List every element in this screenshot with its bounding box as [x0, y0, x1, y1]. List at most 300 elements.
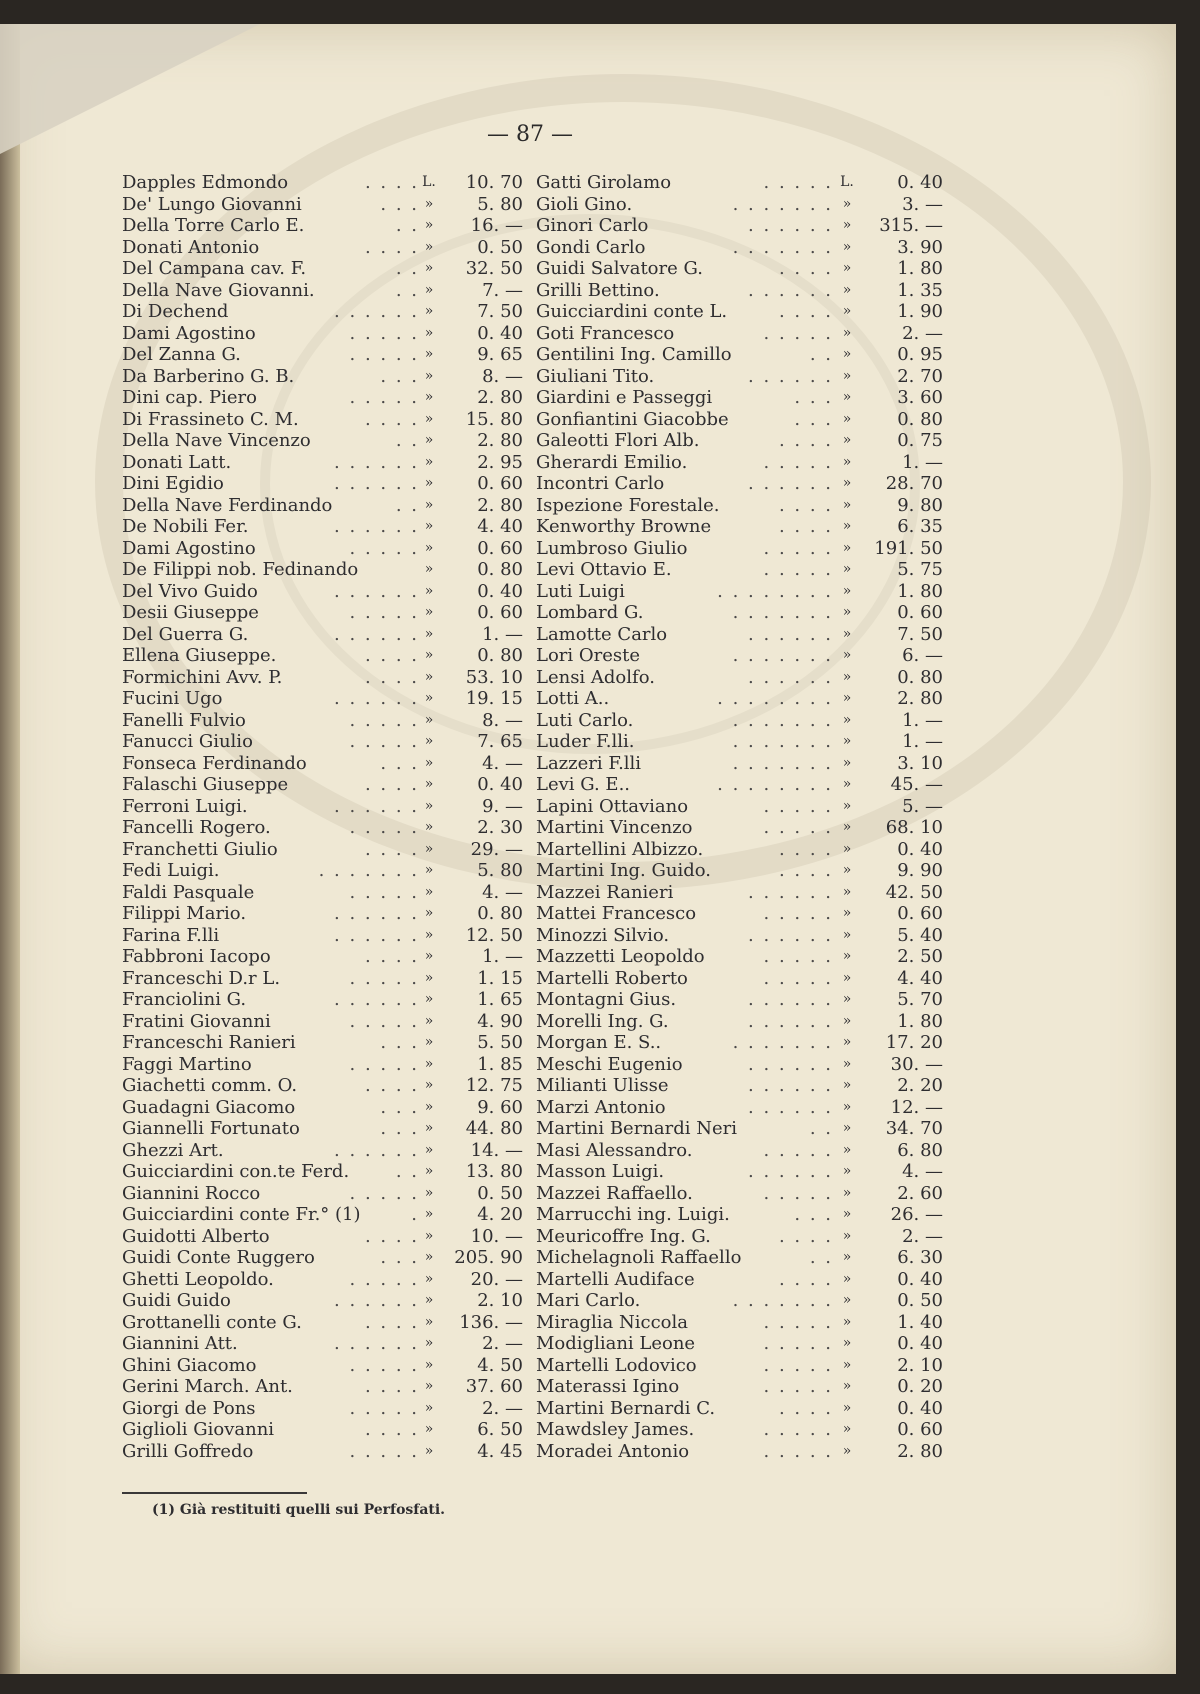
donor-name: Martini Bernardi Neri	[536, 1118, 738, 1139]
amount: 0. 50	[897, 1290, 943, 1311]
amount: 34. 70	[885, 1118, 943, 1139]
list-row	[122, 1032, 537, 1054]
leader-dots: . . . . .	[763, 1311, 833, 1333]
list-row	[536, 495, 951, 517]
list-row	[122, 989, 537, 1011]
currency-mark: »	[424, 1055, 434, 1072]
leader-dots: . . . . .	[763, 172, 833, 193]
amount: 2. 10	[477, 1290, 523, 1311]
leader-dots: . .	[395, 215, 419, 236]
amount: 4. 40	[477, 516, 523, 537]
leader-dots: . . . . .	[763, 451, 833, 473]
currency-mark: »	[424, 604, 434, 620]
donor-name: Franceschi D.r L.	[122, 967, 281, 989]
currency-mark: »	[424, 453, 434, 470]
donor-name: Di Dechend	[122, 301, 229, 322]
amount: 4. 45	[477, 1440, 523, 1462]
list-row	[536, 989, 951, 1011]
currency-mark: »	[842, 1077, 852, 1093]
list-row	[536, 602, 951, 624]
list-row	[122, 1161, 537, 1183]
donor-name: Desii Giuseppe	[122, 602, 259, 623]
donor-name: Montagni Gius.	[536, 989, 677, 1010]
donor-name: Moradei Antonio	[536, 1440, 690, 1462]
donor-name: Dapples Edmondo	[122, 172, 289, 193]
amount: 0. 60	[477, 537, 523, 559]
currency-mark: »	[424, 1206, 434, 1222]
donor-name: Ghetti Leopoldo.	[122, 1268, 274, 1290]
donor-name: Meschi Eugenio	[536, 1053, 683, 1075]
list-row	[536, 473, 951, 495]
amount: 1. 65	[477, 989, 523, 1010]
list-row	[122, 344, 537, 366]
donor-name: Gonfiantini Giacobbe	[536, 408, 729, 430]
currency-mark: »	[842, 238, 852, 255]
currency-mark: »	[842, 1141, 852, 1158]
amount: 1. —	[902, 731, 943, 752]
leader-dots: . . . .	[778, 430, 833, 451]
amount: 1. 15	[477, 967, 523, 989]
list-row	[536, 968, 951, 990]
leader-dots: . . . . . .	[334, 1333, 419, 1354]
amount: 0. 40	[477, 322, 523, 344]
binding-edge	[0, 24, 20, 1674]
list-row	[536, 387, 951, 409]
amount: 0. 60	[897, 903, 943, 924]
donor-name: Lazzeri F.lli	[536, 752, 642, 774]
list-row	[122, 1140, 537, 1162]
leader-dots: . . . . .	[349, 1053, 419, 1075]
amount: 5. —	[902, 795, 943, 817]
list-row	[536, 301, 951, 323]
donor-name: Gentilini Ing. Camillo	[536, 344, 732, 365]
currency-mark: »	[842, 926, 852, 943]
list-row	[122, 452, 537, 474]
donor-name: Ginori Carlo	[536, 215, 649, 236]
donor-name: Miraglia Niccola	[536, 1311, 689, 1333]
donor-name: Giardini e Passeggi	[536, 387, 713, 408]
list-row	[536, 258, 951, 280]
currency-mark: »	[424, 1163, 434, 1179]
currency-mark: »	[424, 969, 434, 986]
amount: 28. 70	[885, 473, 943, 494]
currency-mark: »	[424, 1249, 434, 1265]
amount: 0. 40	[897, 1397, 943, 1419]
amount: 7. 50	[897, 623, 943, 645]
leader-dots: . . .	[380, 1118, 419, 1139]
leader-dots: . . . . . .	[748, 215, 833, 236]
currency-mark: »	[842, 1184, 852, 1201]
list-row	[122, 1204, 537, 1226]
amount: 20. —	[470, 1268, 523, 1290]
list-row	[536, 344, 951, 366]
list-row	[536, 1054, 951, 1076]
currency-mark: »	[424, 367, 434, 384]
leader-dots: . . . . . .	[748, 1161, 833, 1182]
leader-dots: . . . . .	[349, 709, 419, 731]
leader-dots: . . . .	[778, 1268, 833, 1290]
currency-mark: »	[424, 539, 434, 556]
donor-name: Kenworthy Browne	[536, 516, 712, 537]
donor-name: Goti Francesco	[536, 322, 675, 344]
amount: 6. 35	[897, 516, 943, 537]
amount: 1. —	[482, 623, 523, 645]
currency-mark: »	[842, 1335, 852, 1351]
currency-mark: »	[842, 195, 852, 212]
currency-mark: »	[842, 1356, 852, 1373]
leader-dots: . . . . . .	[334, 1139, 419, 1161]
donor-name: Levi Ottavio E.	[536, 559, 672, 580]
leader-dots: . . .	[380, 1032, 419, 1053]
amount: 3. —	[902, 193, 943, 215]
currency-mark: »	[842, 1313, 852, 1330]
list-row	[122, 1441, 537, 1463]
donor-name: Grottanelli conte G.	[122, 1311, 302, 1333]
amount: 1. —	[482, 946, 523, 967]
amount: 1. 80	[897, 1010, 943, 1032]
leader-dots: . . . . .	[349, 1397, 419, 1419]
currency-mark: »	[842, 1442, 852, 1459]
donor-name: Marrucchi ing. Luigi.	[536, 1204, 730, 1225]
amount: 2. —	[482, 1333, 523, 1354]
list-row	[536, 1118, 951, 1140]
currency-mark: »	[424, 711, 434, 728]
amount: 0. 50	[477, 236, 523, 258]
list-row	[536, 624, 951, 646]
donor-name: Gondi Carlo	[536, 236, 646, 258]
currency-mark: »	[424, 883, 434, 900]
donor-name: Da Barberino G. B.	[122, 365, 295, 387]
amount: 0. 40	[477, 774, 523, 795]
list-row	[536, 366, 951, 388]
amount: 17. 20	[885, 1032, 943, 1053]
donor-name: Falaschi Giuseppe	[122, 774, 289, 795]
amount: 12. 75	[465, 1075, 523, 1096]
amount: 12. 50	[465, 924, 523, 946]
donor-name: Dini cap. Piero	[122, 387, 257, 408]
amount: 10. —	[470, 1225, 523, 1247]
currency-mark: »	[842, 647, 852, 663]
currency-mark: »	[842, 991, 852, 1007]
currency-mark: »	[842, 733, 852, 749]
amount: 29. —	[470, 838, 523, 860]
leader-dots: . . . . . .	[334, 473, 419, 494]
donor-name: Franchetti Giulio	[122, 838, 278, 860]
list-row	[536, 172, 951, 194]
list-row	[536, 1032, 951, 1054]
currency-mark: »	[424, 1378, 434, 1394]
donor-name: Luti Luigi	[536, 580, 625, 602]
amount: 4. 50	[477, 1354, 523, 1376]
currency-mark: »	[424, 690, 434, 706]
list-row	[122, 1376, 537, 1398]
amount: 5. 80	[477, 193, 523, 215]
amount: 2. 80	[477, 494, 523, 516]
list-row	[122, 301, 537, 323]
amount: 44. 80	[465, 1118, 523, 1139]
amount: 8. —	[482, 709, 523, 731]
list-row	[536, 323, 951, 345]
amount: 4. 90	[477, 1010, 523, 1032]
leader-dots: . . . . . .	[748, 623, 833, 645]
leader-dots: . . . . .	[763, 903, 833, 924]
donor-name: Martelli Audiface	[536, 1268, 695, 1290]
list-row	[122, 1290, 537, 1312]
leader-dots: . . . .	[778, 1225, 833, 1247]
leader-dots: . . . . . .	[334, 516, 419, 537]
list-row	[536, 903, 951, 925]
amount: 3. 90	[897, 236, 943, 258]
list-row	[536, 1312, 951, 1334]
amount: 45. —	[890, 774, 943, 795]
donor-name: Martini Bernardi C.	[536, 1397, 716, 1419]
list-row	[536, 1140, 951, 1162]
donor-name: De Filippi nob. Fedinando	[122, 559, 359, 580]
donor-name: Martini Ing. Guido.	[536, 860, 711, 881]
amount: 205. 90	[454, 1247, 523, 1268]
amount: 37. 60	[465, 1376, 523, 1397]
leader-dots: . . . .	[364, 408, 419, 430]
amount: 1. 80	[897, 258, 943, 279]
amount: 15. 80	[465, 408, 523, 430]
amount: 6. 30	[897, 1247, 943, 1268]
leader-dots: . . . . .	[763, 1139, 833, 1161]
list-row	[122, 1118, 537, 1140]
currency-mark: »	[424, 1034, 434, 1050]
amount: 0. 40	[477, 580, 523, 602]
leader-dots: . . . . . . . .	[717, 688, 833, 709]
donor-name: Martellini Albizzo.	[536, 838, 704, 860]
leader-dots: . . .	[380, 752, 419, 774]
leader-dots: . . . . .	[349, 602, 419, 623]
amount: 2. 80	[897, 1440, 943, 1462]
list-row	[536, 559, 951, 581]
currency-mark: »	[842, 1249, 852, 1265]
donor-name: Mari Carlo.	[536, 1290, 641, 1311]
donor-name: Giuliani Tito.	[536, 365, 655, 387]
leader-dots: . . . . .	[349, 731, 419, 752]
donor-name: Giannini Att.	[122, 1333, 238, 1354]
donor-name: Mazzei Raffaello.	[536, 1182, 693, 1204]
donor-name: Faldi Pasquale	[122, 881, 255, 903]
list-row	[122, 1054, 537, 1076]
page-number: — 87 —	[487, 122, 573, 147]
leader-dots: . . .	[380, 193, 419, 215]
currency-mark: »	[424, 905, 434, 921]
amount: 9. —	[482, 795, 523, 817]
donor-name: Mazzei Ranieri	[536, 881, 674, 903]
list-row	[536, 409, 951, 431]
amount: 6. —	[902, 645, 943, 666]
donor-name: Gatti Girolamo	[536, 172, 672, 193]
leader-dots: . . . . . . .	[732, 193, 833, 215]
amount: 4. 40	[897, 967, 943, 989]
list-row	[536, 1419, 951, 1441]
list-row	[536, 688, 951, 710]
list-row	[122, 323, 537, 345]
currency-mark: »	[424, 195, 434, 212]
amount: 0. 60	[477, 602, 523, 623]
leader-dots: . . . . . . .	[732, 602, 833, 623]
leader-dots: . . . .	[778, 838, 833, 860]
donor-name: Guadagni Giacomo	[122, 1096, 296, 1118]
amount: 0. 80	[477, 559, 523, 580]
donor-name: Marzi Antonio	[536, 1096, 666, 1118]
donor-name: Ghezzi Art.	[122, 1139, 224, 1161]
amount: 315. —	[879, 215, 943, 236]
list-row	[536, 645, 951, 667]
currency-mark: »	[842, 432, 852, 448]
leader-dots: . . . .	[364, 774, 419, 795]
donor-name: Fedi Luigi.	[122, 860, 220, 881]
list-row	[536, 1398, 951, 1420]
donor-name: Guidotti Alberto	[122, 1225, 270, 1247]
right-column-list	[536, 172, 951, 1462]
list-row	[536, 1441, 951, 1463]
currency-mark: »	[424, 1077, 434, 1093]
leader-dots: . . .	[794, 408, 833, 430]
donor-name: Meuricoffre Ing. G.	[536, 1225, 711, 1247]
donor-name: Gerini March. Ant.	[122, 1376, 293, 1397]
currency-mark: »	[424, 926, 434, 943]
currency-mark: »	[842, 668, 852, 685]
list-row	[536, 1075, 951, 1097]
donor-name: Incontri Carlo	[536, 473, 665, 494]
currency-mark: »	[842, 1378, 852, 1394]
donor-name: Del Vivo Guido	[122, 580, 258, 602]
amount: 3. 60	[897, 387, 943, 408]
list-row	[536, 215, 951, 237]
amount: 2. —	[902, 322, 943, 344]
currency-mark: »	[842, 453, 852, 470]
leader-dots: . . . . .	[763, 795, 833, 817]
currency-mark: »	[424, 733, 434, 749]
list-row	[122, 946, 537, 968]
amount: 6. 80	[897, 1139, 943, 1161]
currency-mark: »	[424, 1227, 434, 1244]
leader-dots: . . . .	[364, 1419, 419, 1440]
amount: 0. 50	[477, 1182, 523, 1204]
list-row	[122, 968, 537, 990]
amount: 9. 90	[897, 860, 943, 881]
amount: 4. —	[482, 881, 523, 903]
donor-name: Lensi Adolfo.	[536, 666, 655, 688]
leader-dots: . . . . .	[763, 1182, 833, 1204]
donor-name: Della Nave Ferdinando	[122, 494, 333, 516]
amount: 2. —	[482, 1397, 523, 1419]
amount: 0. 95	[897, 344, 943, 365]
currency-mark: »	[424, 346, 434, 362]
list-row	[536, 753, 951, 775]
currency-mark: L.	[840, 174, 854, 190]
amount: 26. —	[890, 1204, 943, 1225]
donor-name: Guidi Guido	[122, 1290, 231, 1311]
leader-dots: . . . . .	[763, 1419, 833, 1440]
currency-mark: »	[842, 625, 852, 642]
currency-mark: »	[842, 367, 852, 384]
leader-dots: . . .	[794, 387, 833, 408]
currency-mark: »	[842, 1270, 852, 1287]
donor-name: Lapini Ottaviano	[536, 795, 689, 817]
currency-mark: »	[424, 776, 434, 792]
donor-name: Luti Carlo.	[536, 709, 634, 731]
leader-dots: . . . . . .	[334, 301, 419, 322]
leader-dots: . . . . . .	[334, 989, 419, 1010]
list-row	[536, 839, 951, 861]
currency-mark: »	[842, 797, 852, 814]
leader-dots: . . . . .	[349, 387, 419, 408]
document-page	[0, 24, 1176, 1674]
currency-mark: »	[842, 1292, 852, 1308]
donor-name: Dami Agostino	[122, 322, 256, 344]
currency-mark: »	[424, 1399, 434, 1416]
donor-name: Mattei Francesco	[536, 903, 697, 924]
amount: 2. 20	[897, 1075, 943, 1096]
amount: 2. 80	[897, 688, 943, 709]
currency-mark: »	[842, 840, 852, 857]
left-column-list	[122, 172, 537, 1462]
donor-name: Ghini Giacomo	[122, 1354, 257, 1376]
amount: 1. —	[902, 709, 943, 731]
list-row	[536, 731, 951, 753]
leader-dots: . . . . . . .	[732, 752, 833, 774]
list-row	[122, 430, 537, 452]
list-row	[122, 1398, 537, 1420]
donor-name: Del Campana cav. F.	[122, 258, 307, 279]
leader-dots: . . . .	[778, 494, 833, 516]
leader-dots: . . . . .	[763, 967, 833, 989]
amount: 0. 75	[897, 430, 943, 451]
list-row	[122, 1355, 537, 1377]
list-row	[536, 581, 951, 603]
list-row	[122, 387, 537, 409]
list-row	[122, 237, 537, 259]
amount: 9. 60	[477, 1096, 523, 1118]
leader-dots: . . . . . .	[334, 451, 419, 473]
leader-dots: . . . . . .	[748, 666, 833, 688]
list-row	[122, 581, 537, 603]
amount: 30. —	[890, 1053, 943, 1075]
leader-dots: . . . . . .	[334, 688, 419, 709]
donor-name: Faggi Martino	[122, 1053, 252, 1075]
amount: 13. 80	[465, 1161, 523, 1182]
list-row	[536, 817, 951, 839]
leader-dots: . . . . . .	[748, 365, 833, 387]
donor-name: Mazzetti Leopoldo	[536, 946, 705, 967]
list-row	[536, 1269, 951, 1291]
donor-name: Della Torre Carlo E.	[122, 215, 305, 236]
leader-dots: . . . .	[364, 666, 419, 688]
leader-dots: . . . . .	[349, 322, 419, 344]
amount: 1. 40	[897, 1311, 943, 1333]
donor-name: Dami Agostino	[122, 537, 256, 559]
leader-dots: . . . . .	[349, 537, 419, 559]
donor-name: Giannini Rocco	[122, 1182, 261, 1204]
list-row	[122, 753, 537, 775]
amount: 53. 10	[465, 666, 523, 688]
donor-name: Morelli Ing. G.	[536, 1010, 669, 1032]
amount: 9. 65	[477, 344, 523, 365]
donor-name: De' Lungo Giovanni	[122, 193, 302, 215]
currency-mark: »	[842, 582, 852, 599]
leader-dots: . . . .	[778, 258, 833, 279]
donor-name: Della Nave Giovanni.	[122, 279, 315, 301]
leader-dots: . . . . . .	[748, 924, 833, 946]
donor-name: Masson Luigi.	[536, 1161, 665, 1182]
leader-dots: . . . . .	[763, 1333, 833, 1354]
leader-dots: . .	[395, 430, 419, 451]
donor-name: Lotti A..	[536, 688, 610, 709]
